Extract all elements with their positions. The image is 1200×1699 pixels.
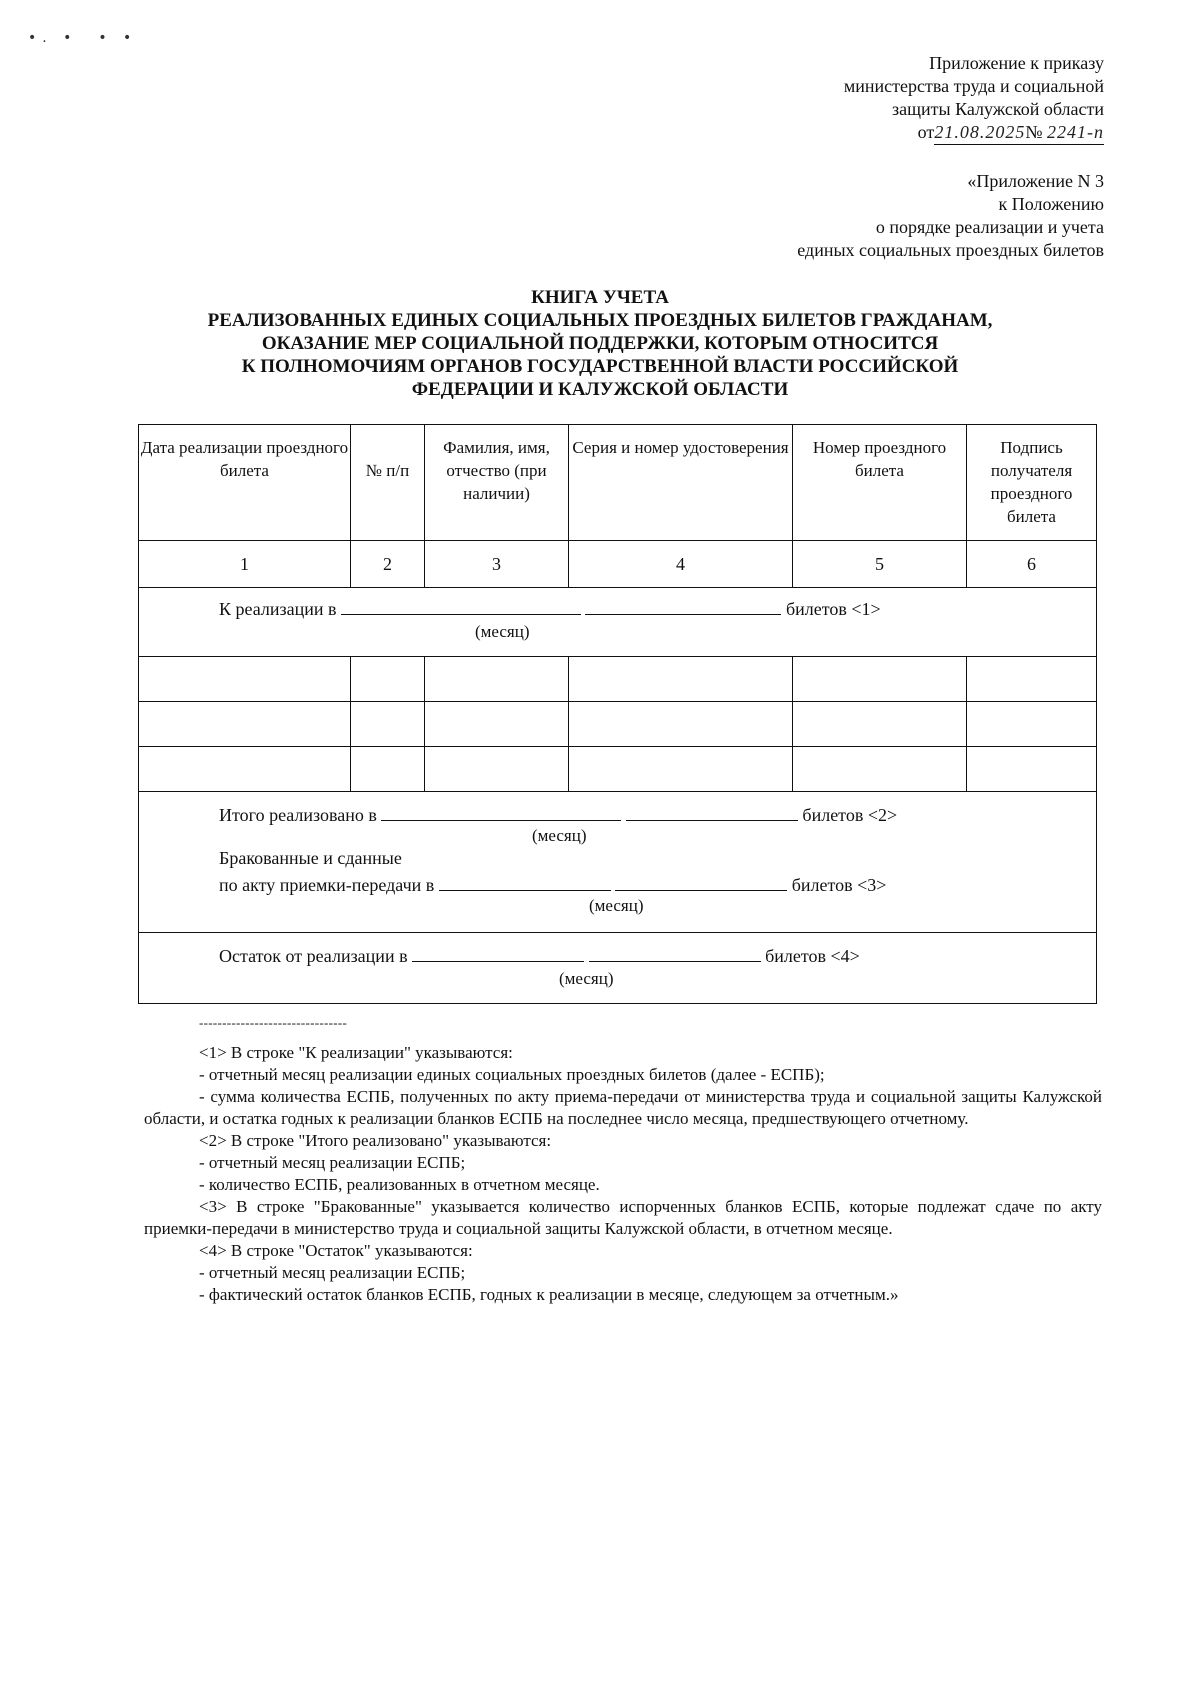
appendix-line3: о порядке реализации и учета [875,217,1104,237]
total-sold-line [219,802,897,826]
appendix-line1: «Приложение N 3 [967,171,1104,191]
month-caption: (месяц) [532,826,587,845]
footnote-4-item-a: - отчетный месяц реализации ЕСПБ; [199,1263,466,1282]
blank-line[interactable] [589,943,761,962]
footnote-1-item-a: - отчетный месяц реализации единых социальных проездных билетов (далее - ЕСПБ); [199,1065,825,1084]
appendix-line4: единых социальных проездных билетов [797,240,1104,260]
table-cell[interactable] [967,747,1097,792]
table-cell[interactable] [351,702,425,747]
decree-header-line2: министерства труда и социальной [843,76,1104,96]
table-cell[interactable] [793,657,967,702]
table-cell[interactable] [139,747,351,792]
title-line2: РЕАЛИЗОВАННЫХ ЕДИНЫХ СОЦИАЛЬНЫХ ПРОЕЗДНЫХ БИЛЕТОВ ГРАЖДАНАМ, [207,310,993,331]
total-sold-label: Итого реализовано в [219,805,377,825]
to-sell-label: К реализации в [219,599,337,619]
number-prefix: № [1025,122,1043,142]
footnote-4-item-b: - фактический остаток бланков ЕСПБ, годных к реализации в месяце, следующем за отчетным.» [199,1285,899,1304]
footnotes [144,1042,1102,1306]
title-line5: ФЕДЕРАЦИИ И КАЛУЖСКОЙ ОБЛАСТИ [411,379,789,400]
defective-label-line2: по акту приемки-передачи в [219,875,435,895]
table-cell[interactable] [425,657,569,702]
footnote-2-title: <2> В строке "Итого реализовано" указываются: [199,1131,552,1150]
to-sell-cell [139,588,1097,657]
totals-row [139,792,1097,933]
column-number: 1 [139,541,351,588]
blank-line[interactable] [585,596,781,615]
blank-line[interactable] [341,596,581,615]
title-line3: ОКАЗАНИЕ МЕР СОЦИАЛЬНОЙ ПОДДЕРЖКИ, КОТОРЫМ ОТНОСИТСЯ [261,333,939,354]
remainder-line [219,943,860,967]
table-cell[interactable] [967,702,1097,747]
month-caption: (месяц) [589,896,644,915]
remainder-label: Остаток от реализации в [219,946,408,966]
decree-header [844,52,1104,145]
remainder-cell [139,933,1097,1004]
col-header-certificate: Серия и номер удостоверения [569,425,793,541]
table-cell[interactable] [425,702,569,747]
table-row [139,747,1097,792]
sales-ledger-table [138,424,1097,1004]
document-title [0,286,1200,401]
column-numbers-row [139,541,1097,588]
table-cell[interactable] [793,747,967,792]
blank-line[interactable] [626,802,798,821]
col-header-ticket-number: Номер проездного билета [793,425,967,541]
to-sell-line [219,596,881,620]
table-row [139,702,1097,747]
decree-header-line3: защиты Калужской области [892,99,1104,119]
table-cell[interactable] [569,657,793,702]
col-header-signature: Подпись получателя проездного билета [967,425,1097,541]
col-header-date: Дата реализации проездного билета [139,425,351,541]
footnote-separator: -------------------------------- [199,1015,348,1030]
table-cell[interactable] [139,657,351,702]
footnote-1-title: <1> В строке "К реализации" указываются: [199,1043,513,1062]
footnote-3: <3> В строке "Бракованные" указывается количество испорченных бланков ЕСПБ, которые подлежат сдаче по акту приемки-передачи в министерство труда и социальной защиты Калужской области, в отчетном месяце. [144,1197,1102,1238]
month-caption: (месяц) [559,969,614,988]
to-sell-suffix: билетов <1> [785,599,881,619]
blank-line[interactable] [412,943,584,962]
blank-line[interactable] [615,872,787,891]
appendix-line2: к Положению [998,194,1104,214]
defective-line [219,872,886,896]
col-header-name: Фамилия, имя, отчество (при наличии) [425,425,569,541]
column-number: 6 [967,541,1097,588]
blank-line[interactable] [439,872,611,891]
footnote-4-title: <4> В строке "Остаток" указываются: [199,1241,473,1260]
blank-line[interactable] [381,802,621,821]
table-cell[interactable] [967,657,1097,702]
table-row [139,657,1097,702]
column-number: 3 [425,541,569,588]
column-number: 4 [569,541,793,588]
table-cell[interactable] [793,702,967,747]
defective-label-line1: Бракованные и сданные [219,848,402,868]
footnote-2-item-b: - количество ЕСПБ, реализованных в отчетном месяце. [199,1175,600,1194]
appendix-header [797,170,1104,262]
table-header-row [139,425,1097,541]
table-cell[interactable] [139,702,351,747]
table-cell[interactable] [351,657,425,702]
decree-number: 2241-п [1047,122,1104,142]
table-cell[interactable] [351,747,425,792]
remainder-row [139,933,1097,1004]
column-number: 5 [793,541,967,588]
scan-artifact: •. • • • [28,30,138,46]
defective-suffix: билетов <3> [791,875,887,895]
total-sold-suffix: билетов <2> [802,805,898,825]
remainder-suffix: билетов <4> [765,946,860,966]
totals-cell [139,792,1097,933]
date-prefix: от [917,122,935,142]
decree-header-line1: Приложение к приказу [929,53,1104,73]
table-cell[interactable] [569,747,793,792]
column-number: 2 [351,541,425,588]
title-line1: КНИГА УЧЕТА [531,287,669,308]
to-sell-row [139,588,1097,657]
month-caption: (месяц) [475,622,530,641]
table-cell[interactable] [569,702,793,747]
title-line4: К ПОЛНОМОЧИЯМ ОРГАНОВ ГОСУДАРСТВЕННОЙ ВЛАСТИ РОССИЙСКОЙ [241,356,959,377]
footnote-2-item-a: - отчетный месяц реализации ЕСПБ; [199,1153,466,1172]
footnote-1-item-b: - сумма количества ЕСПБ, полученных по акту приема-передачи от министерства труда и социальной защиты Калужской области, и остатка годных к реализации бланков ЕСПБ на последнее число месяца, предшествующего отчетному. [144,1087,1102,1128]
decree-date: 21.08.2025 [934,122,1026,142]
col-header-number: № п/п [351,425,425,541]
handwritten-date-number [934,121,1104,145]
decree-date-line [844,121,1104,145]
table-cell[interactable] [425,747,569,792]
